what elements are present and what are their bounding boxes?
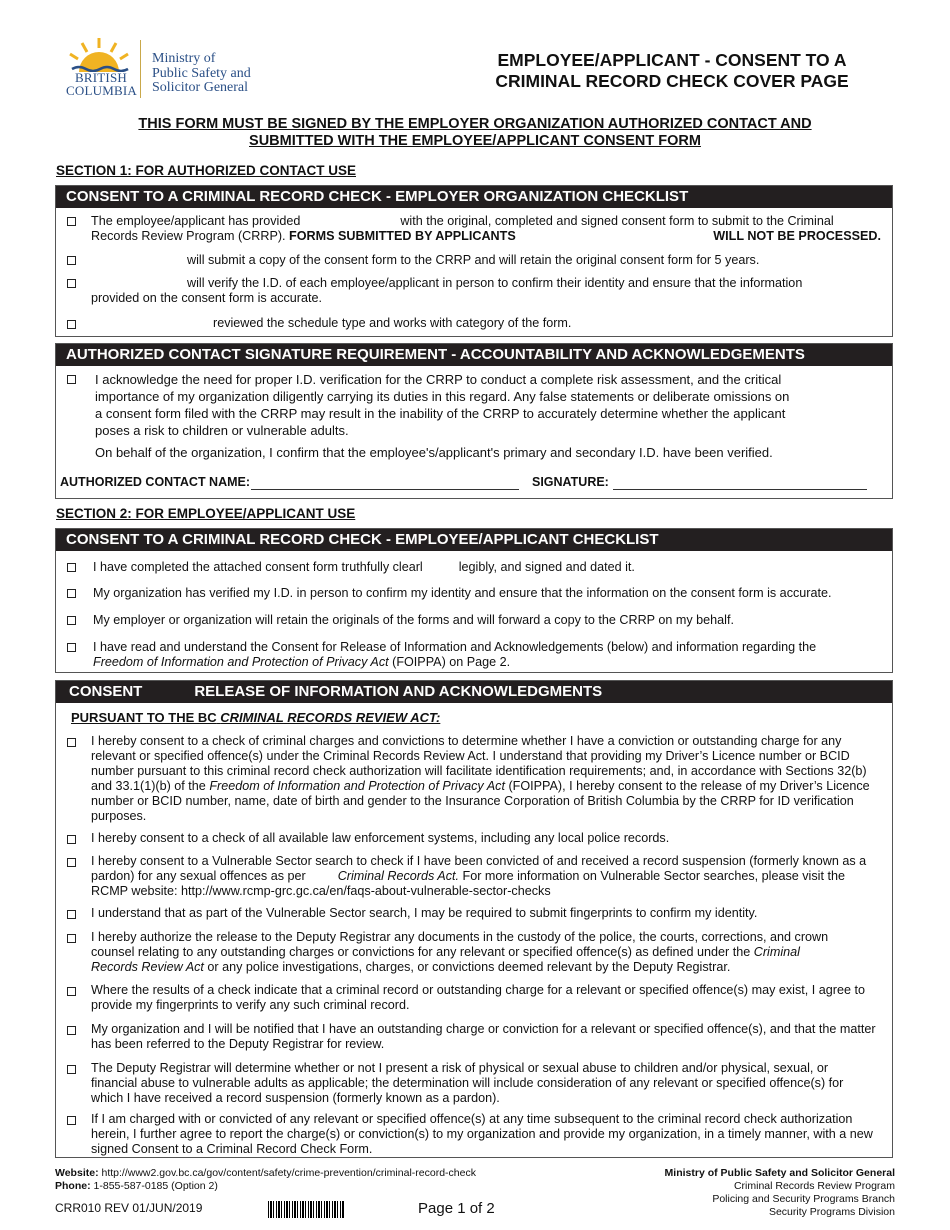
consent-line: pardon) for any sexual offences as per [91, 869, 306, 883]
notice-line: SUBMITTED WITH THE EMPLOYEE/APPLICANT CONSENT FORM [249, 133, 701, 149]
checkbox[interactable] [67, 1116, 76, 1125]
item-text: with the original, completed and signed consent form to submit to the Criminal [400, 214, 834, 228]
website-link[interactable]: http://www2.gov.bc.ca/gov/content/safety/crime-prevention/criminal-record-check [101, 1167, 476, 1179]
consent-line: I hereby consent to a check of criminal charges and convictions to determine whether I have a conviction or outstanding charge for any [91, 734, 842, 748]
signature-label: SIGNATURE: [532, 475, 609, 489]
consent-act: Criminal [753, 945, 800, 959]
consent-item: I understand that as part of the Vulnerable Sector search, I may be required to submit fingerprints to confirm my identity. [91, 906, 758, 920]
checkbox[interactable] [67, 256, 76, 265]
program-name: Criminal Records Review Program [733, 1180, 895, 1192]
logo-ministry-line: Ministry of [152, 51, 216, 66]
barcode [268, 1201, 344, 1218]
checkbox[interactable] [67, 858, 76, 867]
checklist-item: My organization has verified my I.D. in person to confirm my identity and ensure that the information on the consent form is accurate. [93, 586, 832, 600]
consent-line: financial abuse to vulnerable adults as applicable; the determination will include consideration of any relevant or specified offence(s) for [91, 1076, 844, 1090]
checkbox[interactable] [67, 616, 76, 625]
consent-line: If I am charged with or convicted of any relevant or specified offence(s) at any time subsequent to the criminal record check authorization [91, 1112, 853, 1126]
item-text: Records Review Program (CRRP). [91, 229, 286, 243]
verification-statement: On behalf of the organization, I confirm that the employee's/applicant's primary and secondary I.D. have been verified. [95, 445, 773, 460]
checklist-item: will submit a copy of the consent form to the CRRP and will retain the original consent form for 5 years. [187, 253, 760, 267]
checklist-item [93, 640, 883, 670]
employee-checklist-title: CONSENT TO A CRIMINAL RECORD CHECK - EMPLOYEE/APPLICANT CHECKLIST [56, 529, 892, 551]
acknowledgement-box [55, 343, 893, 499]
page-title [452, 50, 892, 92]
checkbox[interactable] [67, 279, 76, 288]
checkbox[interactable] [67, 738, 76, 747]
logo-province-text [66, 72, 136, 97]
consent-line: I hereby authorize the release to the Deputy Registrar any documents in the custody of the police, the courts, corrections, and crown [91, 930, 829, 944]
consent-item [91, 930, 896, 975]
logo-ministry-line: Solicitor General [152, 80, 249, 95]
website-label: Website: [55, 1167, 99, 1179]
item-text: I have read and understand the Consent for Release of Information and Acknowledgements (below) and information regarding the [93, 640, 817, 654]
phone-label: Phone: [55, 1180, 91, 1192]
consent-act: Records Review Act [91, 960, 204, 974]
item-bold-text: WILL NOT BE PROCESSED. [713, 229, 881, 243]
consent-line: which I have received a record suspension (formerly known as a pardon). [91, 1091, 500, 1105]
title-line: CRIMINAL RECORD CHECK COVER PAGE [495, 71, 849, 91]
checkbox[interactable] [67, 375, 76, 384]
consent-act: Freedom of Information and Protection of Privacy Act [209, 779, 505, 793]
item-text: I have completed the attached consent form truthfully clearl [93, 560, 423, 574]
consent-line: Where the results of a check indicate that a criminal record or outstanding charge for a relevant or specified offence(s) may exist, I agree to [91, 983, 865, 997]
consent-title [56, 681, 892, 703]
consent-line: counsel relating to any outstanding charges or convictions for any relevant or specified offence(s) as defined under the [91, 945, 751, 959]
footer-ministry [665, 1167, 895, 1219]
checkbox[interactable] [67, 987, 76, 996]
checkbox[interactable] [67, 217, 76, 226]
consent-line: For more information on Vulnerable Sector searches, please visit the [462, 869, 845, 883]
item-bold-text: FORMS SUBMITTED BY APPLICANTS [289, 229, 516, 243]
signing-notice [60, 116, 890, 150]
acknowledgement-title: AUTHORIZED CONTACT SIGNATURE REQUIREMENT - ACCOUNTABILITY AND ACKNOWLEDGEMENTS [56, 344, 892, 366]
acknowledgement-text [95, 371, 789, 439]
consent-line: signed Consent to a Criminal Record Check Form. [91, 1142, 373, 1156]
checklist-item [91, 214, 881, 244]
item-italic-text: Freedom of Information and Protection of Privacy Act [93, 655, 389, 669]
consent-line: My organization and I will be notified that I have an outstanding charge or conviction for a relevant or specified offence(s), and that the matter [91, 1022, 876, 1036]
ack-line: a consent form filed with the CRRP may result in the inability of the CRRP to accurately determine whether the applicant [95, 406, 786, 421]
page-number: Page 1 of 2 [418, 1200, 495, 1217]
checkbox[interactable] [67, 835, 76, 844]
checkbox[interactable] [67, 589, 76, 598]
consent-line: I hereby consent to a Vulnerable Sector search to check if I have been convicted of and received a record suspension (formerly known as a [91, 854, 867, 868]
consent-item [91, 854, 886, 899]
ack-line: I acknowledge the need for proper I.D. verification for the CRRP to conduct a complete risk assessment, and the critical [95, 372, 782, 387]
notice-line: THIS FORM MUST BE SIGNED BY THE EMPLOYER ORGANIZATION AUTHORIZED CONTACT AND [138, 116, 812, 132]
consent-line: purposes. [91, 809, 147, 823]
section1-heading: SECTION 1: FOR AUTHORIZED CONTACT USE [56, 163, 356, 178]
title-line: EMPLOYEE/APPLICANT - CONSENT TO A [497, 50, 847, 70]
division-name: Security Programs Division [768, 1206, 895, 1218]
logo-ministry-text [152, 52, 251, 96]
item-text: provided on the consent form is accurate. [91, 291, 323, 305]
consent-line: herein, I further agree to report the charge(s) or conviction(s) to my organization and provide my organization, in a timely manner, with a new [91, 1127, 873, 1141]
consent-act: Criminal Records Act. [337, 869, 460, 883]
consent-item [91, 1061, 896, 1106]
sun-icon [64, 36, 134, 72]
pursuant-text: PURSUANT TO THE BC [71, 710, 217, 725]
checklist-item: My employer or organization will retain the originals of the forms and will forward a copy to the CRRP on my behalf. [93, 613, 734, 627]
contact-name-field[interactable] [251, 489, 519, 490]
employee-checklist [55, 528, 893, 673]
consent-line: relevant or specified offence(s) under the Criminal Records Review Act. I understand that providing my Driver’s Licence number or BCID [91, 749, 850, 763]
checkbox[interactable] [67, 643, 76, 652]
consent-title-text: CONSENT [69, 683, 143, 700]
consent-line: and 33.1(1)(b) of the [91, 779, 206, 793]
ministry-name: Ministry of Public Safety and Solicitor General [664, 1167, 895, 1179]
form-code: CRR010 REV 01/JUN/2019 [55, 1201, 203, 1215]
consent-item [91, 1022, 896, 1052]
signature-field[interactable] [613, 489, 867, 490]
consent-item [91, 983, 886, 1013]
branch-name: Policing and Security Programs Branch [712, 1193, 895, 1205]
consent-line: number pursuant to this criminal record check authorization will facilitate identification requirements; and, in accordance with Sections 32(b) [91, 764, 867, 778]
logo-province-line: COLUMBIA [66, 82, 137, 98]
checklist-item: reviewed the schedule type and works with category of the form. [213, 316, 572, 330]
consent-item [91, 1112, 896, 1157]
checkbox[interactable] [67, 1026, 76, 1035]
item-text: (FOIPPA) on Page 2. [392, 655, 511, 669]
employer-checklist [55, 185, 893, 337]
ack-line: poses a risk to children or vulnerable adults. [95, 423, 349, 438]
item-text: will verify the I.D. of each employee/applicant in person to confirm their identity and ensure that the information [187, 276, 803, 290]
consent-item: I hereby consent to a check of all available law enforcement systems, including any local police records. [91, 831, 670, 845]
logo-province-line: BRITISH [75, 70, 127, 85]
consent-title-text: RELEASE OF INFORMATION AND ACKNOWLEDGMENTS [194, 683, 603, 700]
consent-box [55, 680, 893, 1158]
checklist-item [93, 560, 635, 575]
consent-line: (FOIPPA), I hereby consent to the release of my Driver’s Licence [508, 779, 870, 793]
consent-line: has been referred to the Deputy Registrar for review. [91, 1037, 385, 1051]
pursuant-heading [71, 710, 440, 725]
contact-name-label: AUTHORIZED CONTACT NAME: [60, 475, 251, 489]
section2-heading: SECTION 2: FOR EMPLOYEE/APPLICANT USE [56, 506, 356, 521]
consent-line: or any police investigations, charges, or convictions deemed relevant by the Deputy Registrar. [207, 960, 731, 974]
consent-line: The Deputy Registrar will determine whether or not I present a risk of physical or sexual abuse to children and/or physical, sexual, or [91, 1061, 829, 1075]
footer-contact [55, 1167, 476, 1193]
ack-line: importance of my organization diligently carrying its duties in this regard. Any false statements or deliberate omissions on [95, 389, 790, 404]
checkbox[interactable] [67, 910, 76, 919]
checkbox[interactable] [67, 934, 76, 943]
logo-ministry-line: Public Safety and [152, 65, 251, 81]
checkbox[interactable] [67, 320, 76, 329]
consent-item [91, 734, 886, 824]
rcmp-link[interactable]: RCMP website: http://www.rcmp-grc.gc.ca/en/faqs-about-vulnerable-sector-checks [91, 884, 551, 898]
checkbox[interactable] [67, 1065, 76, 1074]
item-text: legibly, and signed and dated it. [458, 560, 635, 574]
consent-line: number or BCID number, name, date of birth and gender to the Insurance Corporation of British Columbia by the CRRP for ID verification [91, 794, 854, 808]
item-text: The employee/applicant has provided [91, 214, 301, 228]
checkbox[interactable] [67, 563, 76, 572]
employer-checklist-title: CONSENT TO A CRIMINAL RECORD CHECK - EMPLOYER ORGANIZATION CHECKLIST [56, 186, 892, 208]
checklist-item [91, 276, 881, 306]
phone-number: 1-855-587-0185 (Option 2) [93, 1180, 218, 1192]
consent-line: provide my fingerprints to verify any such criminal record. [91, 998, 410, 1012]
pursuant-act: CRIMINAL RECORDS REVIEW ACT: [220, 710, 441, 725]
